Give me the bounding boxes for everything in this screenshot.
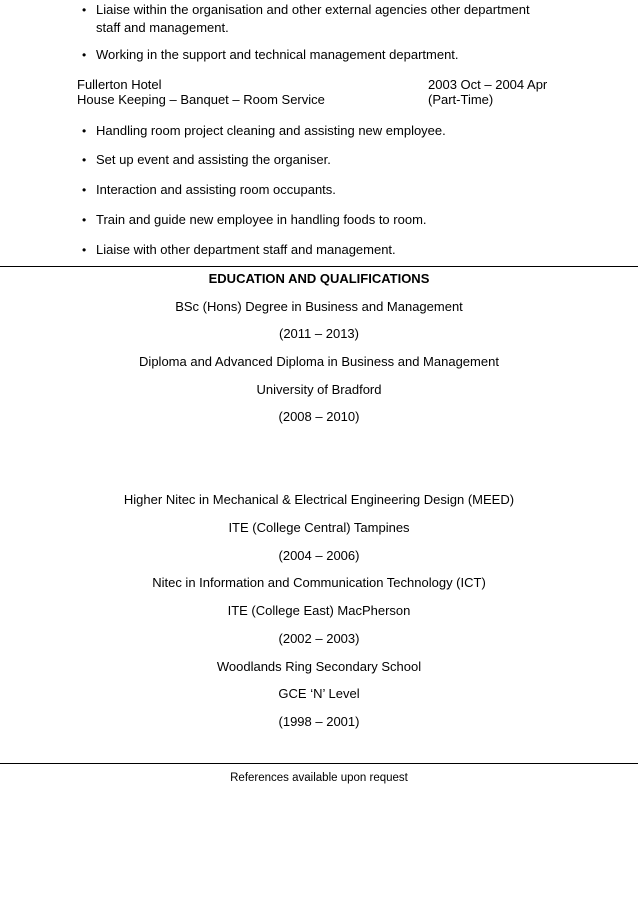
qualification-line: Nitec in Information and Communication Technology (ICT) xyxy=(152,575,486,590)
job-role: House Keeping – Banquet – Room Service xyxy=(77,92,325,107)
bullet-item xyxy=(82,211,556,229)
qualification-line: (2011 – 2013) xyxy=(279,326,359,341)
qualification-line: (2004 – 2006) xyxy=(278,548,360,563)
bullet-item xyxy=(82,1,556,37)
bullet-text: Set up event and assisting the organiser. xyxy=(96,152,331,167)
qualification-line: University of Bradford xyxy=(256,382,382,397)
bullet-icon: • xyxy=(82,3,87,17)
bullet-item xyxy=(82,122,556,140)
bullet-icon: • xyxy=(82,48,87,62)
qualification-line: Woodlands Ring Secondary School xyxy=(216,659,422,674)
bullet-icon: • xyxy=(82,243,87,257)
bullet-text: Liaise with other department staff and management. xyxy=(96,242,396,257)
bullet-icon: • xyxy=(82,153,87,167)
section-divider xyxy=(0,266,638,267)
bullet-icon: • xyxy=(82,124,87,138)
bullet-text: Interaction and assisting room occupants. xyxy=(96,182,336,197)
bullet-item xyxy=(82,181,556,199)
qualification-line: BSc (Hons) Degree in Business and Management xyxy=(175,299,463,314)
bullet-icon: • xyxy=(82,213,87,227)
bullet-text: Train and guide new employee in handling foods to room. xyxy=(96,212,427,227)
qualification-line: Higher Nitec in Mechanical & Electrical Engineering Design (MEED) xyxy=(123,492,515,507)
bullet-item xyxy=(82,46,556,64)
bullet-text: Handling room project cleaning and assisting new employee. xyxy=(96,123,446,138)
section-heading: EDUCATION AND QUALIFICATIONS xyxy=(208,271,430,286)
bullet-text: Liaise within the organisation and other external agencies other department staff and management. xyxy=(96,2,530,35)
section-divider xyxy=(0,763,638,764)
qualification-line: GCE ‘N’ Level xyxy=(278,686,360,701)
qualification-line: Diploma and Advanced Diploma in Business and Management xyxy=(139,354,499,369)
job-dates: 2003 Oct – 2004 Apr xyxy=(428,77,548,92)
job-type: (Part-Time) xyxy=(428,92,494,107)
references-note: References available upon request xyxy=(230,772,408,784)
qualification-line: (2002 – 2003) xyxy=(278,631,360,646)
bullet-icon: • xyxy=(82,183,87,197)
qualification-line: (1998 – 2001) xyxy=(278,714,360,729)
bullet-item xyxy=(82,241,556,259)
bullet-item xyxy=(82,151,556,169)
qualification-line: ITE (College East) MacPherson xyxy=(227,603,411,618)
qualification-line: (2008 – 2010) xyxy=(278,409,360,424)
employer-name: Fullerton Hotel xyxy=(77,77,162,92)
qualification-line: ITE (College Central) Tampines xyxy=(228,520,410,535)
bullet-text: Working in the support and technical management department. xyxy=(96,47,459,62)
